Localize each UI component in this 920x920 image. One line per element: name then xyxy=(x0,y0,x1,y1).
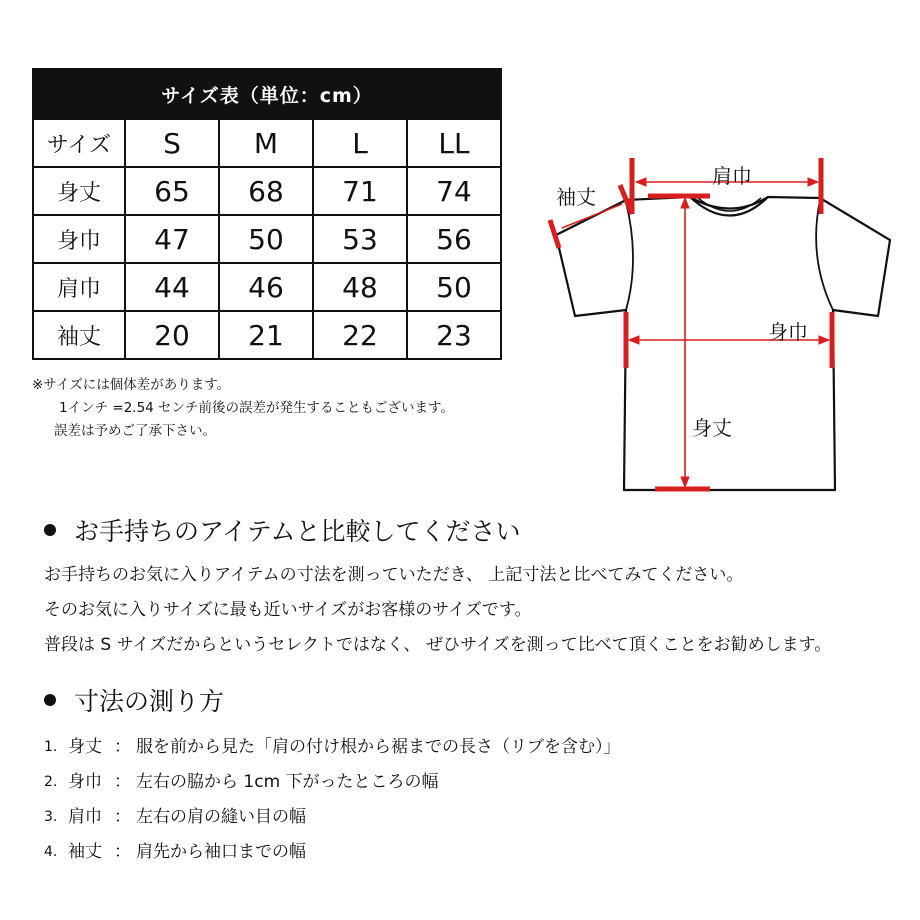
tshirt-outline xyxy=(556,197,890,490)
measure-heading-text: 寸法の測り方 xyxy=(74,687,225,716)
table-cell: 50 xyxy=(219,215,313,263)
table-cell: 22 xyxy=(313,311,407,359)
table-cell: 47 xyxy=(125,215,219,263)
row-label-body-length: 身丈 xyxy=(33,167,125,215)
size-table-title: サイズ表（単位：cm） xyxy=(33,69,501,119)
size-col-s: S xyxy=(125,119,219,167)
step-colon: ： xyxy=(114,807,131,827)
table-cell: 65 xyxy=(125,167,219,215)
step-desc: 左右の肩の縫い目の幅 xyxy=(136,807,306,827)
compare-heading xyxy=(44,512,521,548)
table-cell: 71 xyxy=(313,167,407,215)
size-col-l: L xyxy=(313,119,407,167)
row-label-sleeve-length: 袖丈 xyxy=(33,311,125,359)
arrowhead xyxy=(808,178,818,186)
row-label-body-width: 身巾 xyxy=(33,215,125,263)
measure-heading xyxy=(44,682,224,718)
table-cell: 48 xyxy=(313,263,407,311)
table-row xyxy=(33,167,501,215)
step-number: 2. xyxy=(44,774,58,790)
step-name: 身巾 xyxy=(68,772,102,792)
compare-line-3: 普段は S サイズだからというセレクトではなく、 ぜひサイズを測って比べて頂くことをお勧めします。 xyxy=(44,635,832,655)
compare-line-1: お手持ちのお気に入りアイテムの寸法を測っていただき、 上記寸法と比べてみてください。 xyxy=(44,565,744,585)
measure-steps xyxy=(44,730,621,870)
compare-line-2: そのお気に入りサイズに最も近いサイズがお客様のサイズです。 xyxy=(44,600,532,620)
table-cell: 74 xyxy=(407,167,501,215)
table-cell: 46 xyxy=(219,263,313,311)
table-cell: 23 xyxy=(407,311,501,359)
compare-heading-text: お手持ちのアイテムと比較してください xyxy=(74,517,521,546)
table-row xyxy=(33,215,501,263)
step-number: 3. xyxy=(44,809,58,825)
step-desc: 左右の脇から 1cm 下がったところの幅 xyxy=(136,772,439,792)
bullet-icon xyxy=(44,524,56,536)
step-name: 袖丈 xyxy=(68,842,102,862)
step-colon: ： xyxy=(114,842,131,862)
step-colon: ： xyxy=(114,772,131,792)
step-name: 肩巾 xyxy=(68,807,102,827)
step-colon: ： xyxy=(114,737,131,757)
table-cell: 68 xyxy=(219,167,313,215)
step-desc: 肩先から袖口までの幅 xyxy=(136,842,306,862)
size-col-ll: LL xyxy=(407,119,501,167)
list-item xyxy=(44,800,621,835)
list-item xyxy=(44,765,621,800)
size-notes xyxy=(32,374,454,443)
table-cell: 56 xyxy=(407,215,501,263)
size-col-m: M xyxy=(219,119,313,167)
size-header-label: サイズ xyxy=(33,119,125,167)
size-table xyxy=(32,68,502,360)
table-row xyxy=(33,311,501,359)
label-body-length: 身丈 xyxy=(692,416,732,440)
step-name: 身丈 xyxy=(68,737,102,757)
row-label-shoulder-width: 肩巾 xyxy=(33,263,125,311)
size-table-title-row xyxy=(33,69,501,119)
note-apology: 誤差は予めご了承下さい。 xyxy=(54,423,216,439)
table-cell: 20 xyxy=(125,311,219,359)
table-cell: 53 xyxy=(313,215,407,263)
label-shoulder-width: 肩巾 xyxy=(712,164,752,188)
step-number: 1. xyxy=(44,739,58,755)
table-row xyxy=(33,263,501,311)
note-variance: ※サイズには個体差があります。 xyxy=(32,377,231,393)
note-inch-error: 1インチ =2.54 センチ前後の誤差が発生することもございます。 xyxy=(59,400,454,416)
table-cell: 44 xyxy=(125,263,219,311)
bullet-icon xyxy=(44,694,56,706)
table-cell: 50 xyxy=(407,263,501,311)
label-sleeve-length: 袖丈 xyxy=(556,185,596,209)
size-table-header-row xyxy=(33,119,501,167)
step-number: 4. xyxy=(44,844,58,860)
table-cell: 21 xyxy=(219,311,313,359)
list-item xyxy=(44,835,621,870)
step-desc: 服を前から見た「肩の付け根から裾までの長さ（リブを含む）」 xyxy=(136,737,621,757)
arrowhead xyxy=(636,178,646,186)
list-item xyxy=(44,730,621,765)
label-body-width: 身巾 xyxy=(768,320,808,344)
